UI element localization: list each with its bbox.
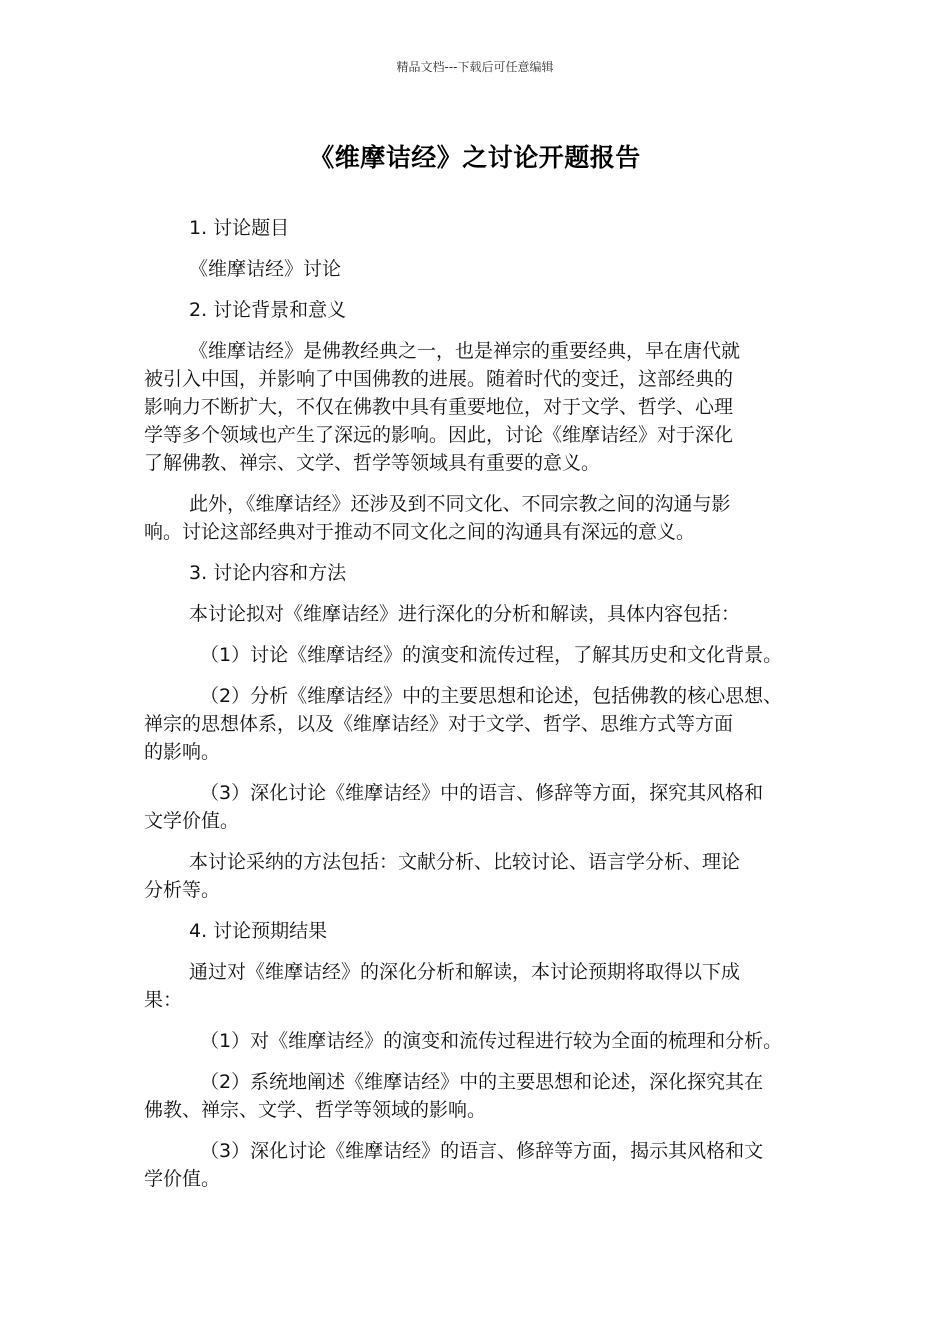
section-4-heading: 4. 讨论预期结果 — [189, 920, 328, 942]
content-item-3: （3）深化讨论《维摩诘经》中的语言、修辞等方面，探究其风格和 文学价值。 — [144, 782, 764, 832]
content-item-1: （1）讨论《维摩诘经》的演变和流传过程，了解其历史和文化背景。 — [200, 644, 783, 666]
background-paragraph-2: 此外，《维摩诘经》还涉及到不同文化、不同宗教之间的沟通与影 响。讨论这部经典对于推动不同文化之间的沟通具有深远的意义。 — [144, 493, 731, 543]
result-item-3: （3）深化讨论《维摩诘经》的语言、修辞等方面，揭示其风格和文 学价值。 — [144, 1140, 764, 1190]
section-1-heading: 1. 讨论题目 — [189, 217, 290, 239]
content-intro: 本讨论拟对《维摩诘经》进行深化的分析和解读，具体内容包括： — [189, 603, 741, 625]
section-2-heading: 2. 讨论背景和意义 — [189, 299, 347, 321]
section-3-heading: 3. 讨论内容和方法 — [189, 562, 347, 584]
results-intro: 通过对《维摩诘经》的深化分析和解读，本讨论预期将取得以下成 果： — [144, 961, 741, 1011]
header-note: 精品文档---下载后可任意编辑 — [396, 60, 554, 74]
result-item-2: （2）系统地阐述《维摩诘经》中的主要思想和论述，深化探究其在 佛教、禅宗、文学、哲学等领域的影响。 — [144, 1071, 764, 1121]
background-paragraph-1: 《维摩诘经》是佛教经典之一，也是禅宗的重要经典，早在唐代就 被引入中国，并影响了中国佛教的进展。随着时代的变迁，这部经典的 影响力不断扩大，不仅在佛教中具有重要地位，对于文学、哲学、心理 学等多个领域也产生了深远的影响。因此，讨论《维摩诘经》对于深化 了解佛教、禅宗、文学、哲学等领域具有重要的意义。 — [144, 340, 741, 474]
document-title: 《维摩诘经》之讨论开题报告 — [309, 143, 641, 172]
methods-paragraph: 本讨论采纳的方法包括：文献分析、比较讨论、语言学分析、理论 分析等。 — [144, 851, 741, 901]
document-body — [144, 214, 824, 1206]
content-item-2: （2）分析《维摩诘经》中的主要思想和论述，包括佛教的核心思想、 禅宗的思想体系，以及《维摩诘经》对于文学、哲学、思维方式等方面 的影响。 — [144, 685, 783, 763]
result-item-1: （1）对《维摩诘经》的演变和流传过程进行较为全面的梳理和分析。 — [200, 1030, 783, 1052]
research-topic: 《维摩诘经》讨论 — [189, 258, 342, 280]
